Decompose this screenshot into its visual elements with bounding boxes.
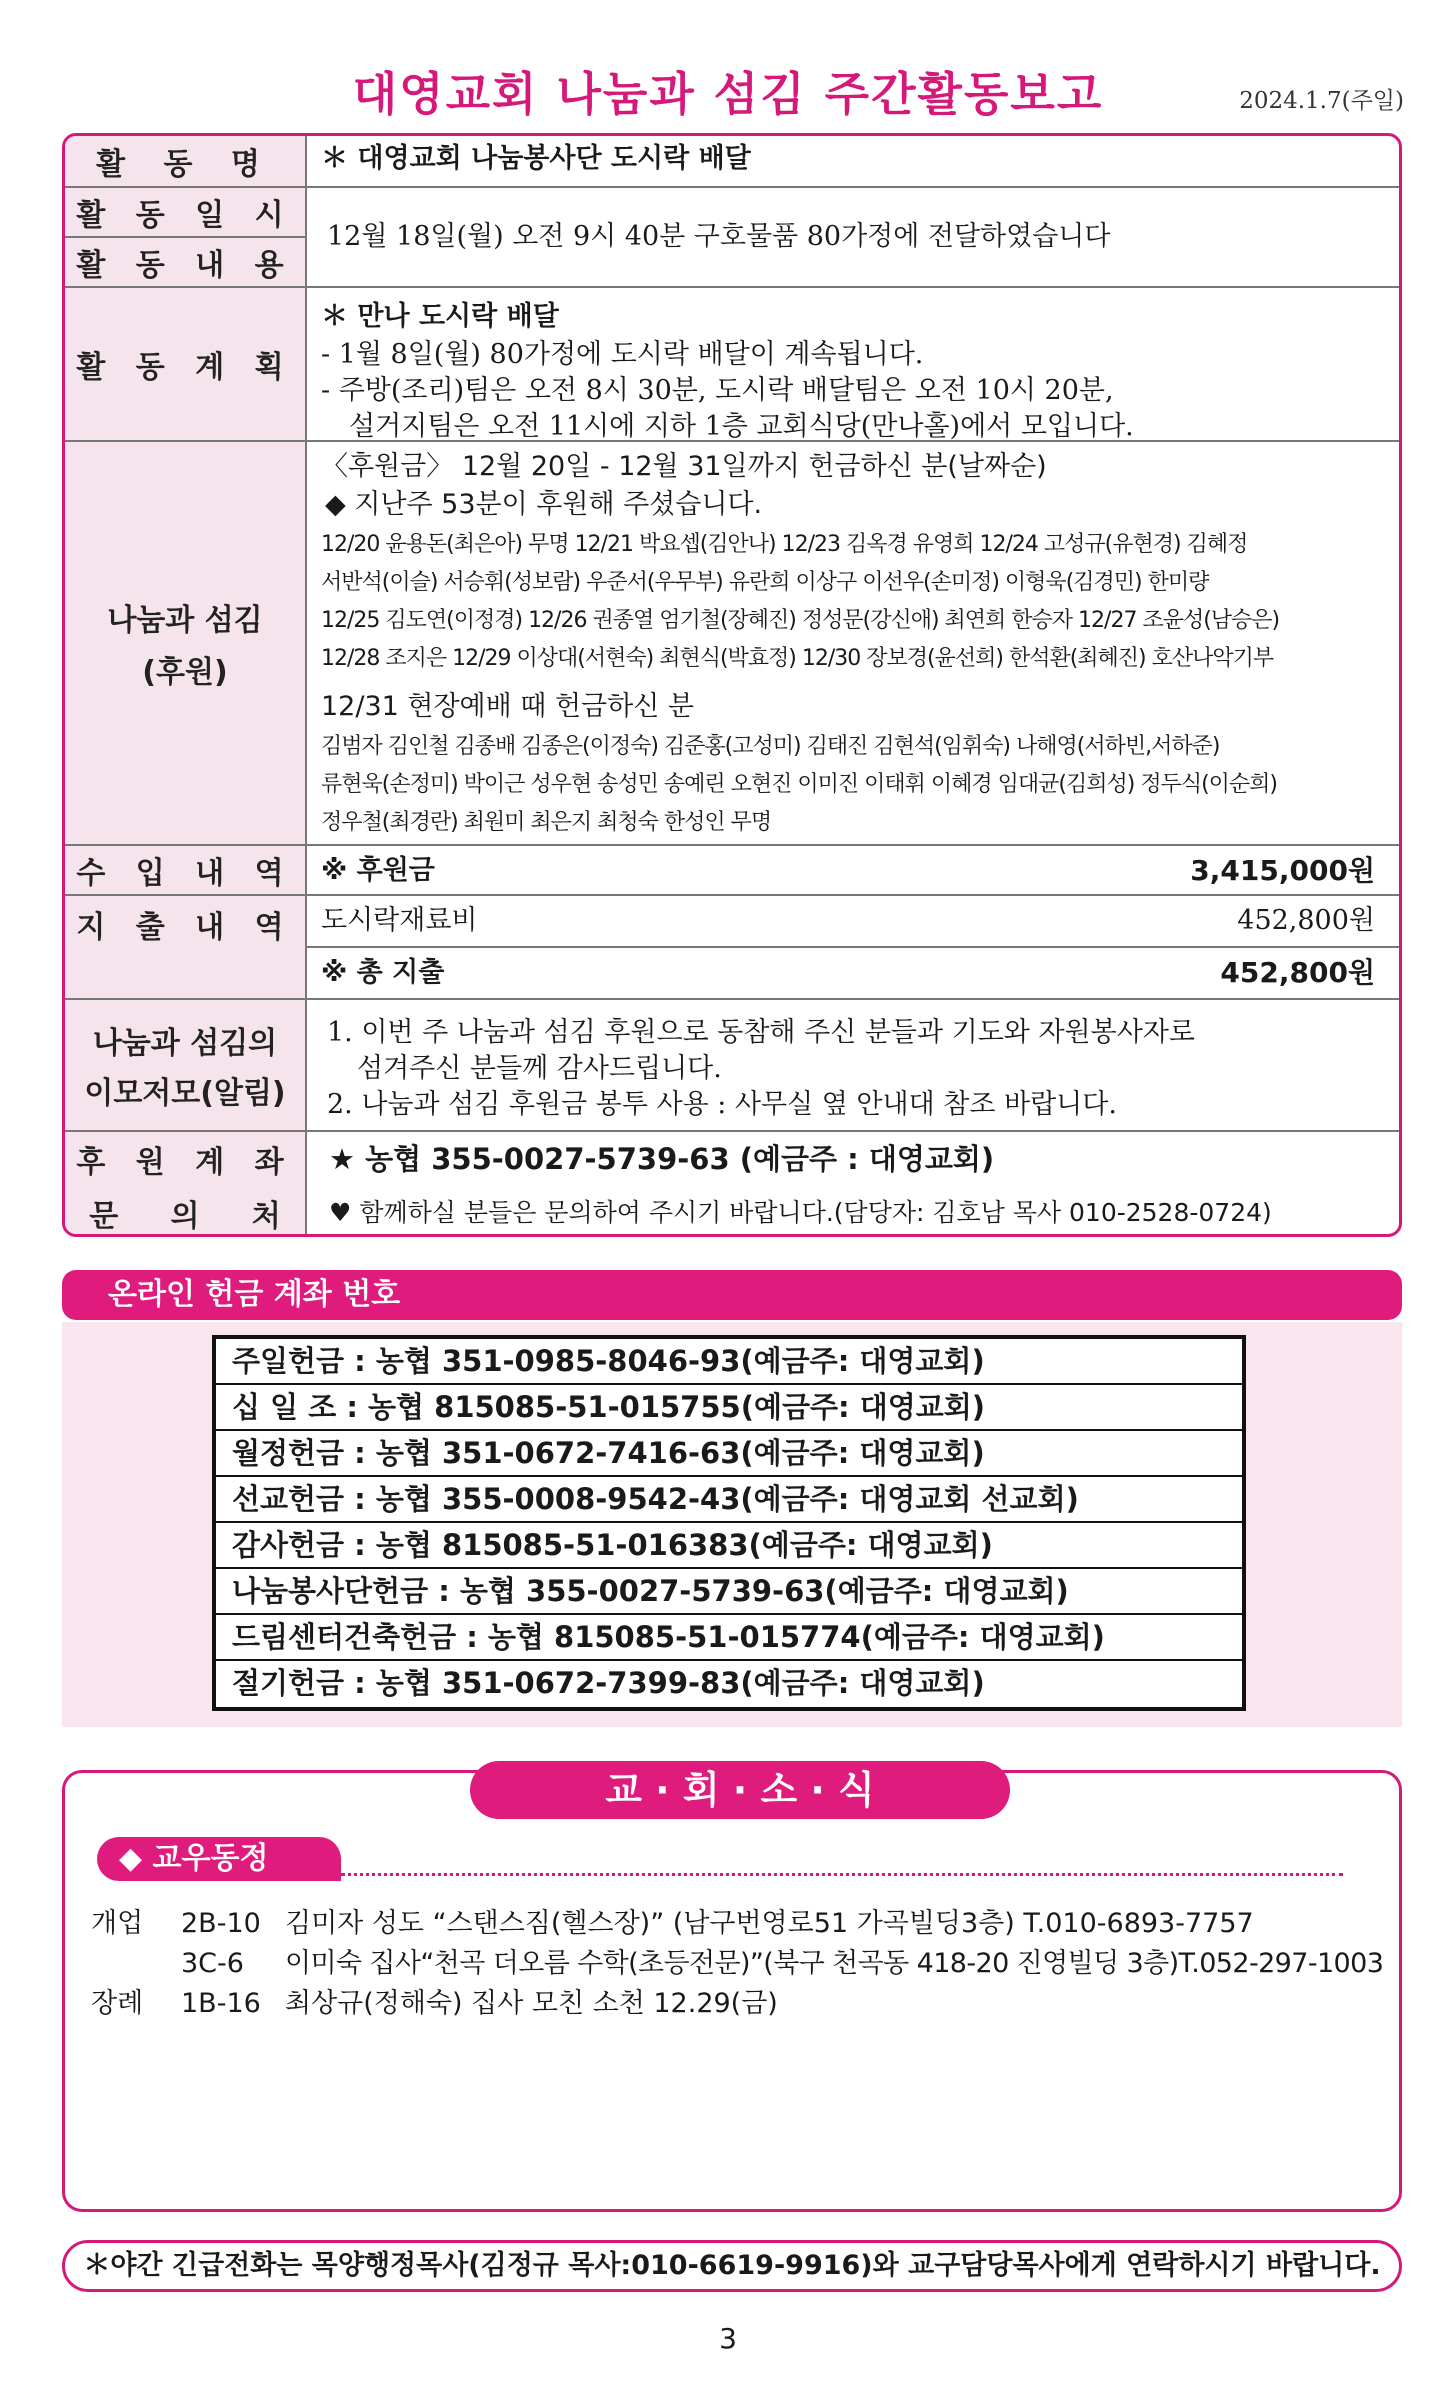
label-notice: [65, 1000, 305, 1130]
online-offering-section: [62, 1322, 1402, 1727]
account-row: 월정헌금 : 농협 351-0672-7416-63(예금주: 대영교회): [216, 1431, 1242, 1477]
row-divider: [65, 186, 1399, 188]
row-divider: [65, 286, 1399, 288]
expense-amount: 452,800원: [1237, 905, 1375, 936]
news-item: [91, 1901, 1254, 1940]
sponsor-line: 12/25 김도연(이정경) 12/26 권종열 엄기철(장혜진) 정성문(강신애) 최연희 한승자 12/27 조윤성(남승은): [321, 608, 1280, 633]
onsite-line: 정우철(최경란) 최원미 최은지 최청숙 한성인 무명: [321, 810, 772, 835]
account-row: 선교헌금 : 농협 355-0008-9542-43(예금주: 대영교회 선교회): [216, 1477, 1242, 1523]
notice-line-1b: 섬겨주신 분들께 감사드립니다.: [357, 1053, 722, 1084]
news-item-text: 최상규(정해숙) 집사 모친 소천 12.29(금): [285, 1988, 778, 2019]
plan-line-3: 설거지팀은 오전 11시에 지하 1층 교회식당(만나홀)에서 모입니다.: [349, 411, 1134, 442]
row-divider: [305, 946, 1399, 948]
onsite-line: 류현욱(손정미) 박이근 성우현 송성민 송예린 오현진 이미진 이태휘 이혜경 임대균(김희성) 정두식(이순희): [321, 772, 1278, 797]
account-row: 감사헌금 : 농협 815085-51-016383(예금주: 대영교회): [216, 1523, 1242, 1569]
onsite-line: 김범자 김인철 김종배 김종은(이정숙) 김준홍(고성미) 김태진 김현석(임휘숙) 나해영(서하빈,서하준): [321, 734, 1220, 759]
account-list: [212, 1335, 1246, 1711]
news-item-code: 2B-10: [181, 1908, 261, 1939]
notice-line-2: 2. 나눔과 섬김 후원금 봉투 사용 : 사무실 옆 안내대 참조 바랍니다.: [327, 1089, 1117, 1120]
column-divider: [305, 136, 307, 1237]
income-item: ※ 후원금: [321, 855, 435, 886]
urgent-contact-notice: ＊야간 긴급전화는 목양행정목사(김정규 목사:010-6619-9916)와 교구담당목사에게 연락하시기 바랍니다.: [62, 2240, 1402, 2292]
label-account: 후 원 계 좌: [65, 1132, 305, 1186]
sponsorship-summary: ◆ 지난주 53분이 후원해 주셨습니다.: [325, 489, 763, 520]
contact-value: ♥ 함께하실 분들은 문의하여 주시기 바랍니다.(담당자: 김호남 목사 010-2528-0724): [329, 1198, 1272, 1227]
church-news-section: [62, 1770, 1402, 2212]
label-activity-date: 활 동 일 시: [65, 188, 305, 236]
onsite-heading: 12/31 현장예배 때 헌금하신 분: [321, 691, 694, 722]
label-income: 수 입 내 역: [65, 846, 305, 894]
row-divider: [65, 894, 1399, 896]
news-item: [91, 1981, 778, 2020]
account-row: 나눔봉사단헌금 : 농협 355-0027-5739-63(예금주: 대영교회): [216, 1569, 1242, 1615]
church-news-title: 교 · 회 · 소 · 식: [470, 1761, 1010, 1819]
label-activity-plan: 활 동 계 획: [65, 288, 305, 440]
label-activity-name: 활 동 명: [65, 136, 305, 186]
label-notice-line1: 나눔과 섬김의: [92, 1026, 278, 1061]
notice-line-1: 1. 이번 주 나눔과 섬김 후원으로 동참해 주신 분들과 기도와 자원봉사자로: [327, 1017, 1195, 1048]
account-row: 십 일 조 : 농협 815085-51-015755(예금주: 대영교회): [216, 1385, 1242, 1431]
expense-total-item: ※ 총 지출: [321, 957, 445, 988]
label-sponsorship-line1: 나눔과 섬김: [107, 603, 263, 638]
plan-line-2: - 주방(조리)팀은 오전 8시 30분, 도시락 배달팀은 오전 10시 20분,: [321, 375, 1114, 406]
news-item-code: 3C-6: [181, 1948, 244, 1979]
account-row: 절기헌금 : 농협 351-0672-7399-83(예금주: 대영교회): [232, 1666, 985, 1700]
label-contact: 문 의 처: [65, 1186, 305, 1237]
label-notice-line2: 이모저모(알림): [84, 1076, 286, 1111]
row-divider: [65, 998, 1399, 1000]
sponsor-line: 12/20 윤용돈(최은아) 무명 12/21 박요셉(김안나) 12/23 김옥경 유영희 12/24 고성규(유현경) 김혜정: [321, 532, 1248, 557]
activity-report-table: [62, 133, 1402, 1237]
report-date: 2024.1.7(주일): [1239, 88, 1404, 114]
news-item-text: 김미자 성도 “스탠스짐(헬스장)” (남구번영로51 가곡빌딩3층) T.010-6893-7757: [285, 1908, 1254, 1939]
sponsor-line: 12/28 조지은 12/29 이상대(서현숙) 최현식(박효정) 12/30 장보경(윤선희) 한석환(최혜진) 호산나악기부: [321, 646, 1274, 671]
label-sponsorship-line2: (후원): [142, 655, 228, 690]
activity-name-value: ＊ 대영교회 나눔봉사단 도시락 배달: [321, 143, 751, 174]
page-title: 대영교회 나눔과 섬김 주간활동보고: [352, 67, 1104, 121]
plan-line-1: - 1월 8일(월) 80가정에 도시락 배달이 계속됩니다.: [321, 339, 924, 370]
label-expense: [65, 896, 305, 998]
label-activity-content: 활 동 내 용: [65, 238, 305, 286]
row-divider: [65, 1130, 1399, 1132]
dotted-divider: [341, 1873, 1343, 1876]
account-row: 드림센터건축헌금 : 농협 815085-51-015774(예금주: 대영교회): [216, 1615, 1242, 1661]
row-divider: [65, 844, 1399, 846]
page-number: 3: [719, 2322, 737, 2355]
label-sponsorship: [65, 442, 305, 844]
activity-date-content: 12월 18일(월) 오전 9시 40분 구호물품 80가정에 전달하였습니다: [327, 221, 1111, 252]
news-item: [91, 1941, 1383, 1980]
expense-item: 도시락재료비: [321, 905, 478, 936]
news-item-type: 개업: [91, 1908, 144, 1939]
sponsorship-heading: 〈후원금〉 12월 20일 - 12월 31일까지 헌금하신 분(날짜순): [321, 451, 1047, 482]
online-offering-tab: 온라인 헌금 계좌 번호: [62, 1270, 1402, 1320]
news-item-text: 이미숙 집사“천곡 더오름 수학(초등전문)”(북구 천곡동 418-20 진영빌딩 3층)T.052-297-1003: [285, 1948, 1384, 1979]
plan-heading: ＊ 만나 도시락 배달: [321, 301, 559, 332]
account-value: ★ 농협 355-0027-5739-63 (예금주 : 대영교회): [329, 1142, 995, 1176]
label-expense-text: 지 출 내 역: [76, 910, 294, 945]
news-item-code: 1B-16: [181, 1988, 261, 2019]
income-amount: 3,415,000원: [1190, 854, 1375, 887]
news-item-type: 장례: [91, 1988, 144, 2019]
account-row: 주일헌금 : 농협 351-0985-8046-93(예금주: 대영교회): [216, 1339, 1242, 1385]
expense-total-amount: 452,800원: [1220, 956, 1375, 989]
row-divider: [65, 236, 305, 238]
member-news-badge: ◆ 교우동정: [97, 1837, 341, 1881]
sponsor-line: 서반석(이슬) 서승휘(성보람) 우준서(우무부) 유란희 이상구 이선우(손미정) 이형욱(김경민) 한미량: [321, 570, 1209, 595]
